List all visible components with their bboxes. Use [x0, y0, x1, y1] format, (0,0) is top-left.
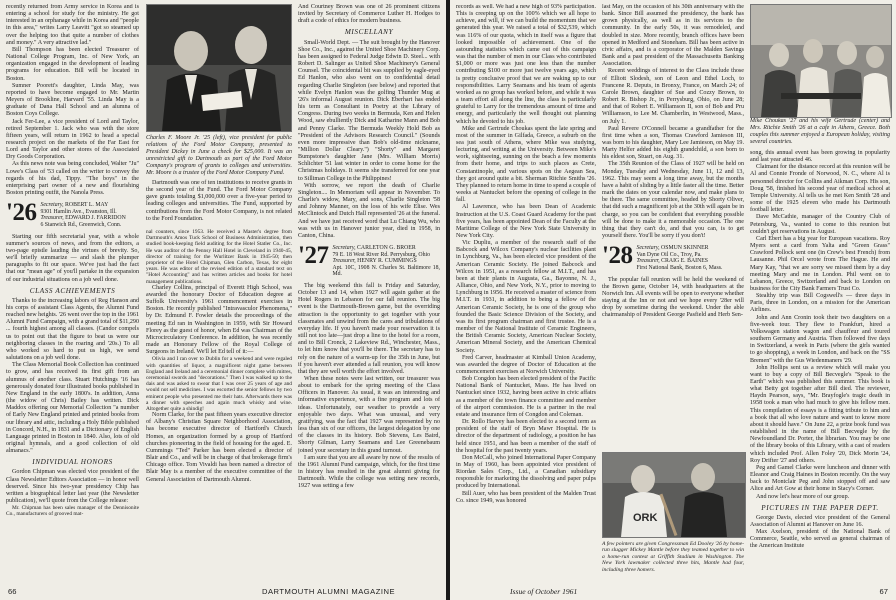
paragraph: Olivia and I ran over to Dublin for a weekend and were regaled with quantities of liquor, a magnificent night game between England and Ireland and a ceremonial dinner complete with mitres, ceremonial swords and "decorations." Then I was walked up to the dais and was asked to swear that I was over 25 years of age and would not sell medicines. I was escorted the senior fellows by two eminent people who presented me their hats. Afterwards there was a dinner with speeches and again much whisky and wine. Altogether quite a shindig!	[146, 356, 292, 412]
class-officers	[332, 245, 440, 278]
paragraph: And Courtney Brown was one of 26 prominent citizens invited by Secretary of Commerce Luther H. Hodges to draft a code of ethics for modern business.	[298, 4, 440, 25]
treasurer-name: EDWARD J. FARRIDON	[65, 215, 126, 222]
magazine-name: DARTMOUTH ALUMNI MAGAZINE	[262, 587, 396, 596]
paragraph: John and Ann Cronin took their two daughters on a five-week tour. They flew to Frankfurt, hired a Volkswagen station wagon and chauffeur and toured southern Germany and Austria. Then followed five days in Switzerland, a week in Paris (where the girls wanted to go shopping), a week in London, and back on the "SS Bremen" with the Gus Wiedenmaners '29.	[750, 314, 890, 364]
class-year: '26	[6, 199, 37, 227]
paragraph: Bill Auer, who has been president of the Malden Trust Co. since 1949, was honored	[456, 490, 596, 504]
photo-image	[603, 453, 745, 537]
section-heading: MISCELLANY	[344, 28, 394, 37]
secretary-address: 79 E. 18 West River Rd. Perrysburg, Ohio	[332, 251, 430, 258]
page-number: 66	[8, 587, 17, 596]
left-column-3	[298, 4, 440, 582]
photo-caption: A few pointers are given Congressman Ed Dooley '26 by home-run slugger Mickey Mantle before they teamed together to win a home-run contest at Griffith Stadium in Washington. The New York lawmaker collected three hits, Mantle had four, including three homers.	[602, 541, 744, 573]
paragraph: Sumner Poorett's daughter, Linda May, was reported to have become engaged to Mr. Martin Meyers of Brookline, Harvard '55. Linda May is a graduate of Dana Hall School and an alumna of Boston Coys College.	[6, 82, 139, 118]
paragraph: Al Lawrence, who has been Dean of Academic Instruction at the U.S. Coast Guard Academy for the past five years, has been appointed Dean of the Faculty at the Maritime College of the New York State University in New York City.	[456, 204, 596, 239]
secretary-name: ROBERT L. MAY	[65, 202, 109, 209]
section-heading: CLASS ACHIEVEMENTS	[29, 286, 116, 295]
paragraph: I am sure that you are all aware by now of the results of the 1961 Alumni Fund campaign, which, for the first time in history has resulted in the great alumni giving for Dartmouth. While the college was setting new records, 1927 was setting a few	[298, 454, 440, 490]
paragraph: George Davis, elected vice president of the General Association of Alumni at Hanover on June 16.	[750, 514, 890, 528]
secretary-label: Secretary,	[332, 245, 356, 251]
treasurer-address: First National Bank, Boston 6, Mass.	[636, 264, 723, 271]
paragraph: Bill Thompson has been elected Treasurer of National College Program, Inc. of New York, an organization engaged in the development of leading programs for education. Bill will be located in Boston.	[6, 46, 139, 82]
photo-caption: Charles F. Moore Jr. '25 (left), vice president for public relations of the Ford Motor Company, presented to President Dickey in June a check for $25,000. It was an unrestricted gift to Dartmouth as part of the Ford Motor Company's program of grants to colleges and universities. Mr. Moore is a trustee of the Ford Motor Company Fund.	[146, 135, 292, 176]
section-heading: PICTURES IN THE PAPER DEPT.	[761, 503, 879, 512]
paragraph: Dartmouth was one of ten institutions to receive grants in the second year of the Fund. The Ford Motor Company gave grants totaling $1,000,000 over a five-year period to leading colleges and universities. The Fund, supported by contributions from the Ford Motor Company, is not related to the Ford Foundation.	[146, 180, 292, 222]
paragraph: Small-World Dept. — The suit brought by the Hanover Shoe Co., Inc., against the United Shoe Machinery Corp. has been assigned to Federal Judge Edwin D. Steel... with Robert D. Salinger as United Shoe Machinery's General Counsel. The coincidental bit was supplied by eagle-eyed Ed Hanlon, who also went on to confidential detail regarding Charlie Singleton (see below) and reported that while Evelyn Hanlon was the golfing Thunder Mug at '26's informal August reunion. Dick Eberhart has ended his term as Consultant in Poetry at the Library of Congress. During two weeks in Bermuda, Ken and Helen Wood, saw ebulliently Dick and Katharine Mann and Bob and Penny Clarke. The Bermuda Weekly Hold Bob as "President of the Advisors Research Council." (Sounds even more impressive than Bob's old-time nickname, "Million Dollar Cleary.") "Shorty" and Margaret Bumpstone's daughter Jane (Mrs. William Morris) Schlichter '51 last winter in order to come home for the Christmas holidays. It seems she transferred for one year to Silliman College in the Philippines!	[298, 39, 440, 182]
paragraph: Gordon Chipman was elected vice president of the Class Newsletter Editors Association — in honor well deserved. Since his two-year presidency Chip has written a biographical letter last year (the Newsletter publication), we'll quote from the College release:	[6, 469, 139, 505]
paragraph: Fred Carver, headmaster at Kimball Union Academy, was awarded the degree of Doctor of Education at the commencement exercises at Norwich University.	[456, 354, 596, 375]
class-header-26	[6, 199, 139, 228]
photo-caption: Mike Choukas '27 and his wife Gertrude (center) and Mrs. Ritchie Smith '26 at a cafe in Athens, Greece. Both couples this summer enjoyed a European holiday, visiting several countries.	[750, 118, 890, 145]
class-year: '28	[602, 242, 633, 270]
paragraph: Jack Fer-Lee, a vice president of Lord and Taylor, retired September 1. Jack who was with the store fifteen years, will return in 1962 to head a special research project on the markets of the Far East for Lord and Taylor and other stores of the Associated Dry Goods Corporation.	[6, 118, 139, 161]
paragraph: Thanks to the increasing labors of Reg Hanson and his corps of assistant Class Agents, the Alumni Fund reached new heights. '26 went over the top in the 1961 Alumni Fund Campaign, with a grand total of $11,290 ... fourth highest among all classes. (Candor compels us to point out that the figure to beat us were our neighboring classes in the roaring and '20s.) To all who worked so hard to put us high, we send salutations on a job well done.	[6, 297, 139, 362]
page-number: 67	[879, 587, 888, 596]
paragraph: Paul Revere O'Connell became a grandfather for the first time when a son, Thomas Crawford Jamieson III, was born to his daughter, Mary Lee Jamieson, on May 19. Marty Helfer added his eighth grandchild, a son born to his eldest son, Stuart, on Aug. 31.	[602, 125, 744, 161]
paragraph: Peg and Gamel Clarke were luncheon and dinner with Eleanor and Craig Haines in Boston recently. On the way back to Montclair Peg and John stopped off and saw Alice and Art Gow at their home in Stacy's Corner.	[750, 464, 890, 493]
choukas-athens-photo	[750, 4, 892, 118]
svg-text:ORK: ORK	[633, 512, 658, 524]
photo-image	[751, 5, 891, 117]
paragraph: nal counters, since 1953. He received a Master's degree from Dartmouth's Amos Tuck School of Business Administration, then studied book-keeping field auditing for the Hotel Statler Co., Inc. He was auditor of the Pennsy Hall Hotel in Cleveland in 1940-45, director of training for the Wurlitzer Bank in 1945-50; then proprietor of the Hotel Chipman, Glen Carbon, Texas, for eight years. He was editor of the revised edition of a standard text on "Hotel Accounting" and has written articles and books for hotel management publications.	[146, 228, 292, 285]
class-header-27	[298, 242, 440, 278]
paragraph: As this news note was being concluded, Walter "Ju" Lowe's Class of '53 called on the writer to convey the regards of his dad, Tippy. "The boys" in the enterprising part owner of a new and flourishing Boston printing outfit, the Nanola Press.	[6, 161, 139, 197]
secretary-address: 9301 Hamlin Ave., Evanston, Ill.	[40, 208, 117, 215]
dooley-mantle-photo	[602, 452, 746, 538]
paragraph: Dr. Rollo Harvey has been elected to a second term as president of the staff of Bryn Mawr Hospital. He is director of the department of radiology, a position he has held since 1951, and has been a member of the staff of the hospital for the past twenty years.	[456, 419, 596, 454]
paragraph: And now let's hear more of our group.	[756, 493, 850, 500]
paragraph: When these notes were last written, our treasurer was about to embark for the spring meeting of the Class Officers in Hanover. As usual, it was an interesting and informative experience, with a fine program and lots of ideas. Unfortunately, our weather to provide a very enjoyable two days. What was unusual, and very gratifying, was the fact that 1927 was represented by no less than six of our officers, the largest delegation by one of the classes in its history. Bob Stevens, Les Baird, Shorty Gilman, Larry Seamans and Lee Greenebaum joined your secretary in this grand turnout.	[298, 376, 440, 454]
paragraph: recently returned from Army service in Korea and is entering a school for study for the ministry. He got interested in an orphanage while in Korea and "people in this area," writes Larry Leavitt "got so steamed up over the helping too that quite a number of clothes and money." A very attractive lad."	[6, 4, 139, 46]
photo-image	[147, 5, 291, 131]
treasurer-address: Apt. 10C, 1908 N. Charles St. Baltimore 18, Md.	[332, 264, 440, 278]
paragraph: Carl Ebert has a big year for European vacations. Roy Myers sent a card from Yalta and "Green Grass" Crawford Pollock sent one (in Crew's best French) from Lausanne. Phil Orcel wrote from The Hague. He and Mary Kay, "that we are sorry we missed them by a day meeting Mary and me in London. Phil went on to Lebanon, Greece, Switzerland and back to London on business for the City Bank Farmers Trust Co.	[750, 235, 890, 292]
paragraph: Norm Clarke, for the past fifteen years executive director of Albany's Christian Square Neighborhood Association, has become executive director of Hartford's Church Homes, an organization formed by a group of Hartford churches pioneering in the field of housing for the aged. E. Cummings "Ted" Parker has been elected a director of Blair and Co., and will be in charge of that brokerage firm's Chicago office. Tom Vivaldi has been named a director of Blair May is a member of the executive committee of the General Association of Dartmouth Alumni.	[146, 412, 292, 483]
paragraph: The 35th Reunion of the Class of 1927 will be held on Monday, Tuesday and Wednesday, June 11, 12 and 13, 1962. This may seem a long time away, but the months have a habit of sliding by a little faster all the time. Better mark the dates on your calendar now, and make plans to be there. The same committee, headed by Shorty Oliver, that did such a magnificent job at the 30th will again be in charge, so you can be confident that everything possible will be done to make it a memorable occasion. The one thing that they can't do, and that you can, is to get yourself there. You'll be sorry if you don't!	[602, 161, 744, 239]
treasurer-label: Treasurer,	[40, 215, 64, 222]
treasurer-label: Treasurer,	[636, 258, 660, 265]
paragraph: Don McCall, who joined International Paper Company in May of 1960, has been appointed vice president of Riordan Sales Corp., Ltd., a Canadian subsidiary responsible for marketing the dissolving and paper pulps produced by International.	[456, 454, 596, 490]
secretary-name: OSMUN SKINNER	[661, 245, 709, 252]
left-column-2	[146, 4, 292, 582]
col1-lead	[6, 4, 139, 197]
paragraph: last May, on the occasion of his 30th anniversary with the bank. Since Bill assumed the presidency, the bank has grown physically, as well as in its services to the community. In the early 50s, it was remodeled, and doubled in size. More recently, branch offices have been opened in Medford and Stoneham. Bill has been active in civic affairs, and is a corporator of the Malden Savings Bank and a past president of the Massachusetts Banking Association.	[602, 4, 744, 68]
section-heading: INDIVIDUAL HONORS	[32, 458, 113, 467]
secretary-label: Secretary,	[636, 245, 660, 252]
paragraph: Max Axelson, president of the National Bank of Commerce, Seattle, who served as general chairman of the American Institute	[750, 529, 890, 550]
right-column-1	[456, 4, 596, 582]
paragraph: The Class Memorial Book Collection has continued to grow, and has received its first gift from an alumnus of another class. Stuart Hutchings '16 has generously donated four illustrated books published in New England in the early 1800's. In addition, Anna (the widow of Chris) Bailey has written. Dick Maddox offering our Memorial Collection "a number of Early New England printed and printed books from our library and attic, including a Holy Bible published in Concord, N.H., in 1831 and a Dictionary of English Language printed in Boston in 1840. Also, lots of old original hymnals, and a good collection of old almanacs."	[6, 362, 139, 455]
treasurer-label: Treasurer,	[332, 258, 356, 265]
paragraph: The big weekend this fall is Friday and Saturday, October 13 and 14, when 1927 will again gather at the Hotel Rogers in Lebanon for our fall reunion. The big event is the Dartmouth-Brown game, but the overriding attraction is the opportunity to get together with your classmates and unwind from the cares and tribulations of everyday life. If you haven't made your reservation it is still not too late—just drop a line to the hotel for a room, and to Bill Cronck, 2 Lakeview Rd., Winchester, Mass., to let him know that you'll be there. The secretary has to rely on the nature of a warm-up for the 35th in June, but if you haven't ever attended a fall reunion, you will know that they are well worth the effort involved.	[298, 282, 440, 375]
class-header-28	[602, 242, 744, 271]
secretary-address: Van Dyne Oil Co., Troy, Pa.	[636, 251, 702, 258]
paragraph: Claimant for the distance record at this reunion will be Al and Connie Fronde of Norwood, N. C., where Al is personnel director for Collins and Aikman Corp. His son, Doug '58, finished his second year of medical school at Temple University. Al tells us he met Ken Smith '28 and some of the 1925 eleven who made his Dartmouth football letter.	[750, 164, 890, 214]
right-column-3	[750, 118, 890, 582]
paragraph: Vic Dupliu, a member of the research staff of the Babcock and Wilcox Company's nuclear facilities plant in Lynchburg, Va., has been elected vice president of the American Ceramic Society. He joined Babcock and Wilcox in 1951, as a research fellow at M.I.T., and has been at their plants in Augusta, Ga., Bayonne, N. J., Alliance, Ohio, and New York, N.Y., prior to moving to Lynchburg in 1956. He received a master of science from M.I.T. in 1931, in addition to being a fellow of the American Ceramic Society, he is one of the group who founded the Basic Science Division of the Society, and was its first program chairman and first trustee. He is a member of the National Institute of Ceramic Engineers, the British Ceramic Society, American Nuclear Society, American Mineral Society, and the American Chemical Society.	[456, 240, 596, 354]
right-page	[450, 0, 896, 600]
secretary-name: CARLETON G. BROER	[357, 245, 416, 251]
paragraph: Mr. Chipman has been sales manager of the Dennisonite Co., manufacturers of grooved mat-	[6, 505, 139, 518]
paragraph: song, this annual event has been growing in popularity and last year attracted 46.	[750, 150, 890, 164]
paragraph: Dave McCathie, manager of the Country Club of Petersburg, Va., wanted to come to this reunion but couldn't get reservations in August.	[750, 214, 890, 235]
paragraph: With sorrow, we report the death of Charlie Singleton.... In Memoriam will appear in November. To Charlie's widow, Mary, and sons, Charlie Singleton '58 and Johnny Manner, on the loss of his wife Elise. Wes McClintock and Dutch Hall represented '26 at the funeral. And we have just received word that Lu Chiang Wu, who was with us in Hanover junior year, died in 1958, in Canton, China.	[298, 182, 440, 239]
ford-grant-photo	[146, 4, 292, 132]
issue-date: Issue of October 1961	[510, 587, 578, 596]
paragraph: records as well. We had a new high of 93% participation. This is creeping up on the 100% which we all hope to achieve, and will, if we can build the momentum that we generated this year. We raised a total of $32,539, which was 116% of our quota, which in itself was a figure that looked impossible of achievement. One of the astounding statistics which came out of this campaign was that the number of men in our Class who contributed $1,000 or more was just one less than the number contributing $100 or more just twelve years ago, which is pretty conclusive proof that we are waking up to our responsibilities. Larry Seamans and his team of agents worked as no group has worked before, and while it was a team effort all along the line, the class is particularly grateful to Larry for the tremendous amount of time and energy, and particularly the well thought out planning which he devoted to his job.	[456, 4, 596, 125]
treasurer-address: 6 Stanwich Rd., Greenwich, Conn.	[40, 222, 122, 228]
left-page	[0, 0, 446, 600]
paragraph: John Hollips sent us a review which will make you want to buy a copy of Bill Becvegle's "Speak to the Earth" which was published this summer. This book is what Betty got together after Bill died. The reviewer, Haydn Pearson, says, "Mr. Brayfogle's tragic death in 1958 took a man who had much to give his fellow men. This compilation of essays is a fitting tribute to him and a book that all who love nature and want to know more about it should have." On June 22, a prize book fund was established in the name of Bill Becvegle by the Newfoundland Dr. Porter, the librarian. You may be one of the library books of this Library, with a cast of readers which included Prof. Allen Foley '20, Dick Morin '24, Roy Drifter '27 and others.	[750, 364, 890, 464]
paragraph: Starting our fifth secretarial year, with a whole summer's sources of news, and from the editors, a two-page epistle lauding the virtues of brevity. So, we'll briefly summarize — and slash the plumper paragraphs to fit our space. We've just had the fact that our "mean age" of you'll partake in the expansion of our industrial situations on a job well done.	[6, 233, 139, 283]
paragraph: The popular fall reunion will be held the weekend of the Brown game, October 14, with headquarters at the Norwich Inn. All events will be open to everyone whether staying at the Inn or not and we hope every '28er will drop by sometime during the weekend. Under the able chairmanship of President George Pasfield and Herb Sen-	[602, 276, 744, 319]
paragraph: Bob Congdon has been elected president of the Pacific National Bank of Nantucket, Mass. He has lived on Nantucket since 1932, having been active in civic affairs as a member of the town finance committee and member of the airport commission. He is a partner in the real estate and insurance firm of Congdon and Coleman.	[456, 376, 596, 418]
class-year: '27	[298, 242, 329, 269]
treasurer-name: HENRY R. CUMMINGS	[357, 258, 417, 265]
secretary-label: Secretary,	[40, 202, 64, 209]
treasurer-name: CRAIG E. BAINES	[661, 258, 709, 265]
paragraph: Charley Collins, principal of Everett High School, was awarded the honorary Doctor of Education degree at Suffolk University's 1961 commencement exercises in Boston. He recently published "Intravasculor Phenomena," by Dr. Edmund F. Fowler details the proceedings of the meeting Ed ran in Washington in 1959, with Sir Howard Florey as the guest of honor, when Ed was Chairman of the Microcirculatory Conference. In addition, he was recently made an Honorary Fellow of the Royal College of Surgeons in Ireland. We'll let Ed tell of it:—	[146, 284, 292, 356]
paragraph: Stealthy trip was Bill Cogswell's — three days in Paris, three in London, on a mission for the American Airlines.	[750, 293, 890, 314]
class-officers	[636, 245, 722, 271]
paragraph: Mike and Gertrude Choukas spent the late spring and most of the summer in Gilfada, Greece, a suburb on the sea just south of Athens, where Mike was studying, lecturing, and writing at the University. Between Mike's work, sightseeing, sunning on the beach a few moments from their home, and trips to such places as Crete, Constantinople, and various spots on the Aegean Sea, they got around quite a bit. Sherman Ritchie Smiths '26. They planned to return home in time to spend a couple of weeks at Nantucket before the opening of college in the fall.	[456, 125, 596, 204]
left-column-1	[6, 4, 139, 582]
class-officers	[40, 202, 125, 228]
paragraph: Recent weddings of interest to the Class include those of Elliott Slodesh, son of Leon and Ethel Loch, to Francene R. Deputs, in Bronxy, France, on March 24; of Carole Brown, daughter of Sue and Cozzy Brown, to Robert R. Bishop Jr., in Perrysburg, Ohio, on June 28; and that of Robert E. Williamson II, son of Bob and Pru Williamson, to Lee M. Chamberlin, in Westwood, Mass., on July 1.	[602, 68, 744, 125]
